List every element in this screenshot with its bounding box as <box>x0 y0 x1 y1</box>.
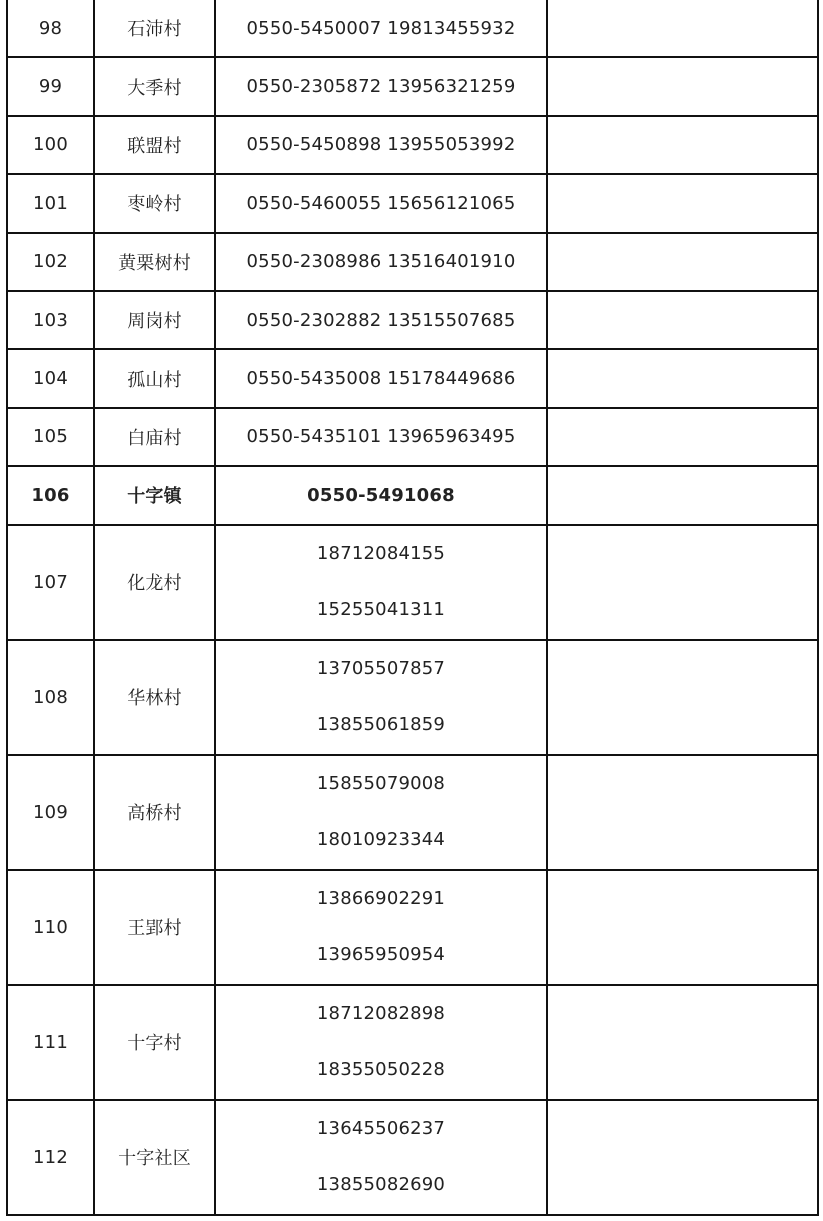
village-name: 枣岭村 <box>95 175 216 231</box>
remarks-cell <box>548 986 817 1099</box>
village-name: 孤山村 <box>95 350 216 406</box>
row-number: 98 <box>8 0 95 56</box>
village-name: 白庙村 <box>95 409 216 465</box>
village-name: 周岗村 <box>95 292 216 348</box>
phone-number: 13645506237 <box>316 1117 446 1139</box>
remarks-cell <box>548 409 817 465</box>
table-row <box>6 526 819 641</box>
row-number: 111 <box>8 986 95 1099</box>
table-row <box>6 467 819 525</box>
phone-number: 0550-5450898 13955053992 <box>246 134 516 156</box>
phone-number: 0550-5491068 <box>307 484 455 506</box>
row-number: 108 <box>8 641 95 754</box>
phone-cell <box>216 0 548 56</box>
row-number: 99 <box>8 58 95 114</box>
row-number: 100 <box>8 117 95 173</box>
village-name: 石沛村 <box>95 0 216 56</box>
phone-cell <box>216 1101 548 1214</box>
village-name: 联盟村 <box>95 117 216 173</box>
table-row <box>6 350 819 408</box>
remarks-cell <box>548 756 817 869</box>
remarks-cell <box>548 175 817 231</box>
phone-number: 13866902291 <box>316 887 446 909</box>
remarks-cell <box>548 292 817 348</box>
phone-number: 18355050228 <box>316 1059 446 1081</box>
phone-number: 13855082690 <box>316 1174 446 1196</box>
phone-number: 13705507857 <box>316 657 446 679</box>
phone-number: 18010923344 <box>316 829 446 851</box>
remarks-cell <box>548 58 817 114</box>
village-name: 十字社区 <box>95 1101 216 1214</box>
phone-cell <box>216 756 548 869</box>
row-number: 106 <box>8 467 95 523</box>
phone-cell <box>216 117 548 173</box>
phone-cell <box>216 526 548 639</box>
phone-number: 15255041311 <box>316 599 446 621</box>
village-name: 大季村 <box>95 58 216 114</box>
row-number: 105 <box>8 409 95 465</box>
phone-number: 0550-2308986 13516401910 <box>246 251 516 273</box>
phone-number: 0550-2305872 13956321259 <box>246 76 516 98</box>
remarks-cell <box>548 117 817 173</box>
remarks-cell <box>548 467 817 523</box>
phone-cell <box>216 58 548 114</box>
phone-number: 0550-2302882 13515507685 <box>246 309 516 331</box>
table-row <box>6 292 819 350</box>
village-name: 王郢村 <box>95 871 216 984</box>
remarks-cell <box>548 641 817 754</box>
phone-number: 13965950954 <box>316 944 446 966</box>
row-number: 102 <box>8 234 95 290</box>
table-row <box>6 234 819 292</box>
phone-cell <box>216 234 548 290</box>
row-number: 109 <box>8 756 95 869</box>
phone-number: 18712084155 <box>316 542 446 564</box>
table-row <box>6 117 819 175</box>
row-number: 103 <box>8 292 95 348</box>
phone-cell <box>216 292 548 348</box>
village-name: 十字镇 <box>95 467 216 523</box>
phone-cell <box>216 409 548 465</box>
remarks-cell <box>548 526 817 639</box>
village-name: 高桥村 <box>95 756 216 869</box>
row-number: 110 <box>8 871 95 984</box>
phone-cell <box>216 467 548 523</box>
village-name: 华林村 <box>95 641 216 754</box>
phone-number: 0550-5460055 15656121065 <box>246 192 516 214</box>
phone-number: 18712082898 <box>316 1002 446 1024</box>
table-row <box>6 986 819 1101</box>
table-row <box>6 409 819 467</box>
phone-number: 0550-5435101 13965963495 <box>246 426 516 448</box>
table-row <box>6 58 819 116</box>
remarks-cell <box>548 871 817 984</box>
contact-table <box>6 0 819 1216</box>
remarks-cell <box>548 0 817 56</box>
remarks-cell <box>548 234 817 290</box>
table-row <box>6 1101 819 1216</box>
phone-number: 13855061859 <box>316 714 446 736</box>
phone-cell <box>216 175 548 231</box>
table-row <box>6 756 819 871</box>
phone-number: 15855079008 <box>316 772 446 794</box>
table-row <box>6 0 819 58</box>
phone-cell <box>216 871 548 984</box>
phone-cell <box>216 986 548 1099</box>
row-number: 107 <box>8 526 95 639</box>
phone-cell <box>216 641 548 754</box>
phone-cell <box>216 350 548 406</box>
phone-number: 0550-5450007 19813455932 <box>246 17 516 39</box>
remarks-cell <box>548 350 817 406</box>
row-number: 101 <box>8 175 95 231</box>
village-name: 黄栗树村 <box>95 234 216 290</box>
table-row <box>6 641 819 756</box>
phone-number: 0550-5435008 15178449686 <box>246 368 516 390</box>
row-number: 104 <box>8 350 95 406</box>
remarks-cell <box>548 1101 817 1214</box>
table-row <box>6 871 819 986</box>
village-name: 化龙村 <box>95 526 216 639</box>
row-number: 112 <box>8 1101 95 1214</box>
table-row <box>6 175 819 233</box>
village-name: 十字村 <box>95 986 216 1099</box>
